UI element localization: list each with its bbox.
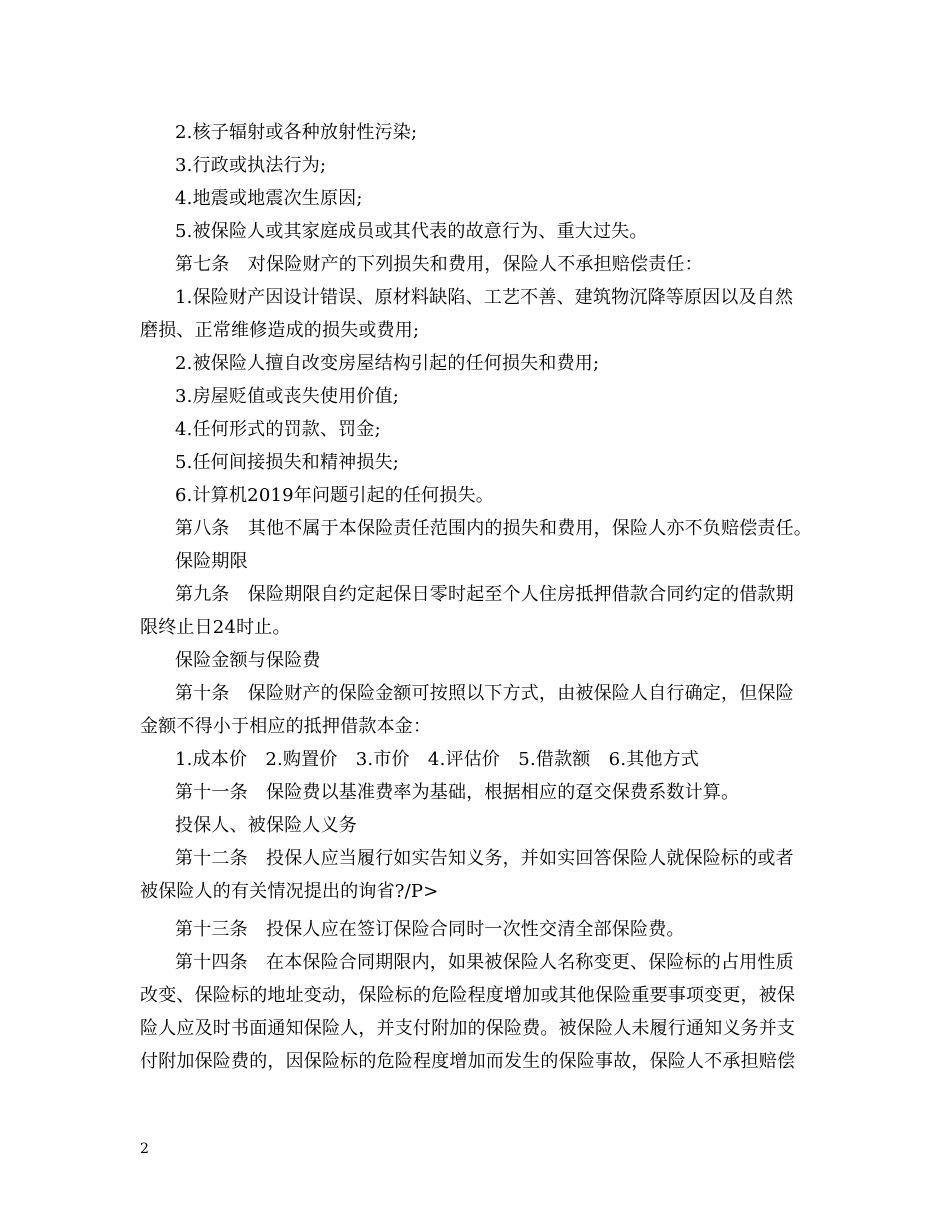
body-text-line: 5.被保险人或其家庭成员或其代表的故意行为、重大过失。 <box>175 221 648 242</box>
body-text-line: 5.任何间接损失和精神损失; <box>175 452 400 473</box>
body-text-line: 6.计算机2019年问题引起的任何损失。 <box>175 485 494 506</box>
article-7: 第七条 对保险财产的下列损失和费用，保险人不承担赔偿责任： <box>175 254 703 275</box>
section-heading: 投保人、被保险人义务 <box>175 815 357 836</box>
section-heading: 保险期限 <box>175 551 248 572</box>
body-text-line: 被保险人的有关情况提出的询省?/P> <box>140 881 439 902</box>
article-9: 第九条 保险期限自约定起保日零时起至个人住房抵押借款合同约定的借款期 <box>175 584 794 605</box>
page-number: 2 <box>140 1141 149 1157</box>
body-text-line: 2.被保险人擅自改变房屋结构引起的任何损失和费用; <box>175 353 600 374</box>
body-text-line: 付附加保险费的，因保险标的危险程度增加而发生的保险事故，保险人不承担赔偿 <box>140 1051 796 1072</box>
body-text-line: 险人应及时书面通知保险人，并支付附加的保险费。被保险人未履行通知义务并支 <box>140 1018 796 1039</box>
body-text-line: 2.核子辐射或各种放射性污染; <box>175 122 418 143</box>
body-text-line: 4.任何形式的罚款、罚金; <box>175 419 381 440</box>
body-text-line: 限终止日24时止。 <box>140 617 291 638</box>
article-10: 第十条 保险财产的保险金额可按照以下方式，由被保险人自行确定，但保险 <box>175 683 794 704</box>
article-14: 第十四条 在本保险合同期限内，如果被保险人名称变更、保险标的占用性质 <box>175 952 794 973</box>
section-heading: 保险金额与保险费 <box>175 650 321 671</box>
body-text-line: 金额不得小于相应的抵押借款本金： <box>140 716 432 737</box>
article-11: 第十一条 保险费以基准费率为基础，根据相应的趸交保费系数计算。 <box>175 782 740 803</box>
body-text-line: 改变、保险标的地址变动，保险标的危险程度增加或其他保险重要事项变更，被保 <box>140 985 796 1006</box>
article-8: 第八条 其他不属于本保险责任范围内的损失和费用，保险人亦不负赔偿责任。 <box>175 518 812 539</box>
body-text-line: 3.行政或执法行为; <box>175 155 327 176</box>
article-12: 第十二条 投保人应当履行如实告知义务，并如实回答保险人就保险标的或者 <box>175 848 794 869</box>
article-13: 第十三条 投保人应在签订保险合同时一次性交清全部保险费。 <box>175 919 685 940</box>
body-text-line: 磨损、正常维修造成的损失或费用; <box>140 320 420 341</box>
body-text-line: 4.地震或地震次生原因; <box>175 188 363 209</box>
body-text-line: 1.保险财产因设计错误、原材料缺陷、工艺不善、建筑物沉降等原因以及自然 <box>175 287 794 308</box>
body-text-line: 3.房屋贬值或丧失使用价值; <box>175 386 400 407</box>
body-text-line: 1.成本价 2.购置价 3.市价 4.评估价 5.借款额 6.其他方式 <box>175 749 700 770</box>
